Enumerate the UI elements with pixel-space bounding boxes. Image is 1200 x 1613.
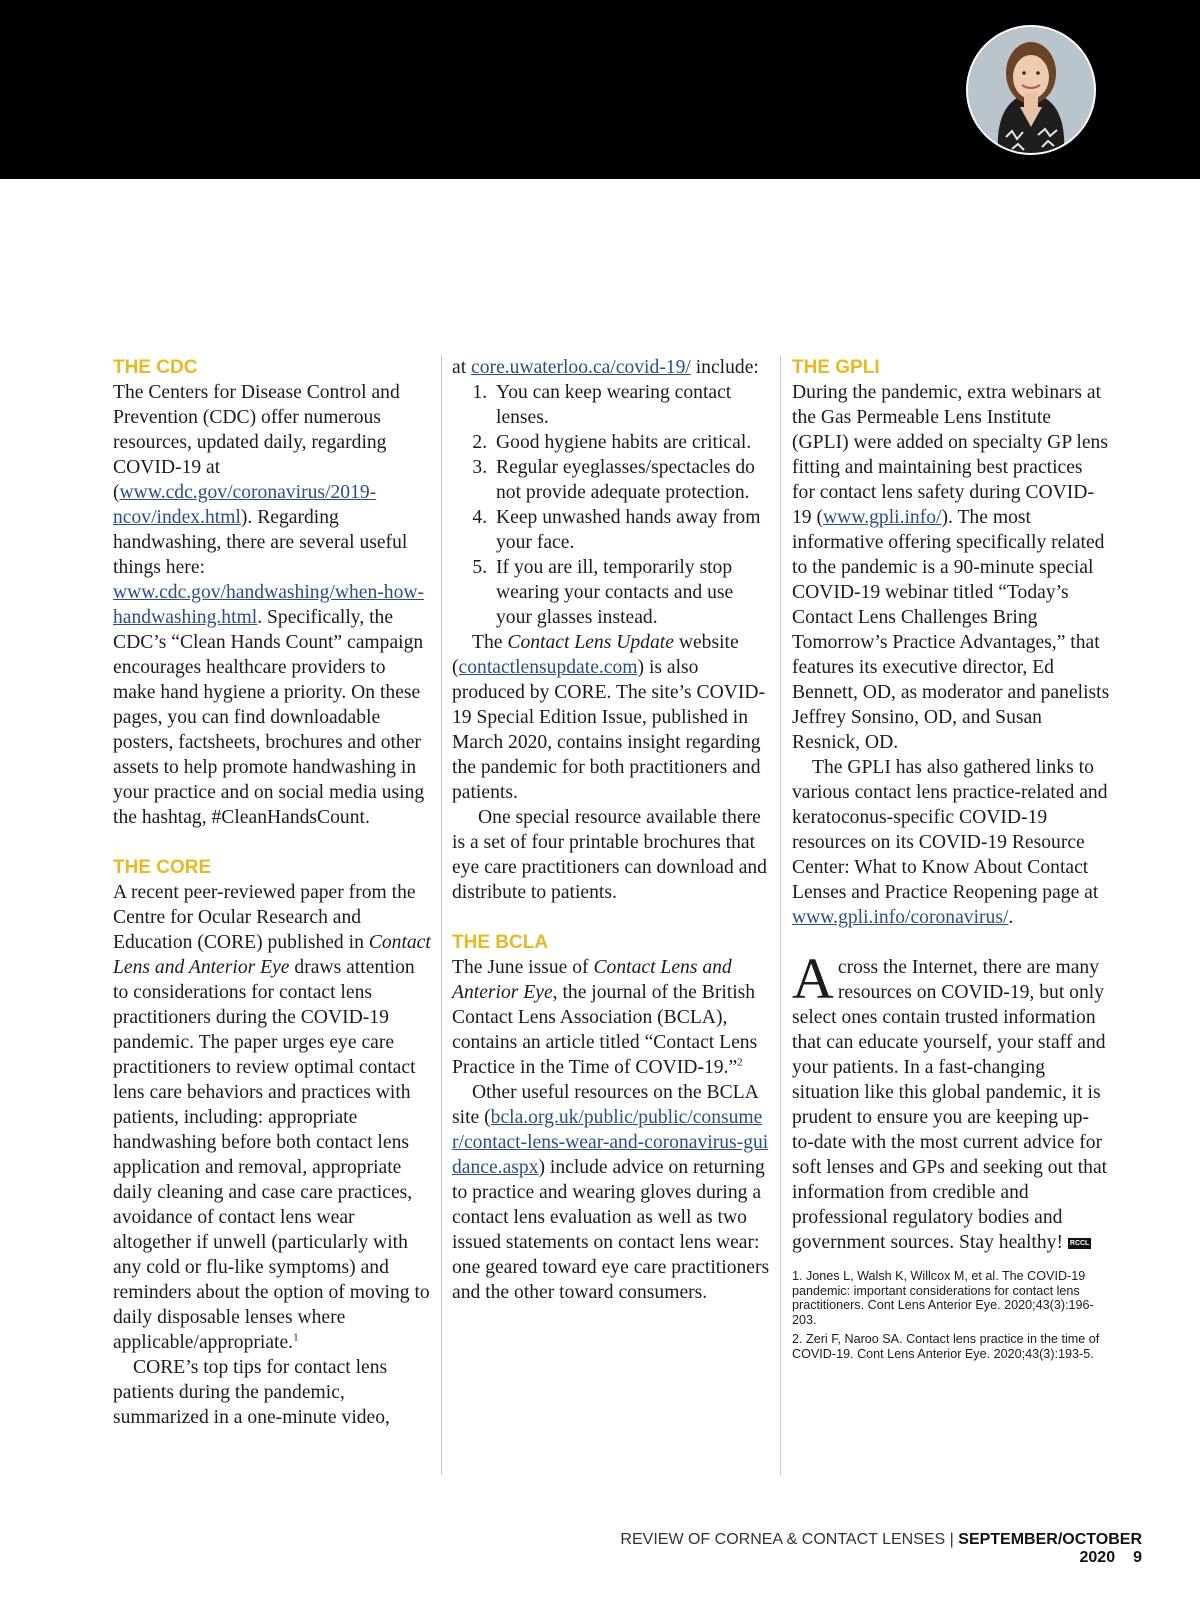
reference-marker: 2 (737, 1056, 743, 1069)
bcla-resources-paragraph (452, 1080, 770, 1305)
text: ) include advice on returning to practice and wearing gloves during a contact lens evaluation as well as two issued statements on contact lens wear: one geared toward eye care practitioners and the other toward consumers. (452, 1157, 770, 1303)
article-column-1 (113, 355, 431, 1430)
bcla-paragraph (452, 955, 770, 1080)
column-divider (441, 355, 442, 1475)
text: ). Regarding handwashing, there are several useful things here: (113, 507, 408, 578)
list-item: 3. Regular eyeglasses/spectacles do not provide adequate protection. (492, 455, 770, 505)
section-heading-gpli: THE GPLI (792, 357, 880, 378)
text: Other useful resources on the BCLA site ( (452, 1082, 758, 1128)
reference-marker: 1 (293, 1331, 299, 1344)
issue-date: SEPTEMBER/OCTOBER 2020 (958, 1531, 1142, 1566)
core-video-paragraph (452, 355, 770, 380)
text: The (472, 632, 508, 653)
brochure-paragraph: One special resource available there is a set of four printable brochures that eye care practitioners can download and distribute to patients. (452, 807, 767, 903)
clu-paragraph (452, 630, 770, 805)
section-heading-bcla: THE BCLA (452, 932, 549, 953)
core-video-link[interactable]: core.uwaterloo.ca/covid-19/ (471, 357, 691, 378)
core-tips-paragraph: CORE’s top tips for contact lens patients during the pandemic, summarized in a one-minute video, (113, 1357, 390, 1428)
references (792, 1269, 1110, 1361)
gpli-resources-paragraph (792, 755, 1110, 930)
text: . Specifically, the CDC’s “Clean Hands Count” campaign encourages healthcare providers to make hand hygiene a priority. On these pages, you can find downloadable posters, factsheets, brochures and other assets to help promote handwashing in your practice and on social media using the hashtag, #CleanHandsCount. (113, 607, 425, 828)
footer-separator: | (945, 1531, 959, 1548)
core-tips-list (452, 380, 770, 630)
list-item: 4. Keep unwashed hands away from your face. (492, 505, 770, 555)
gpli-paragraph (792, 380, 1110, 755)
list-item: 1. You can keep wearing contact lenses. (492, 380, 770, 430)
text: ). The most informative offering specifically related to the pandemic is a 90-minute special COVID-19 webinar titled “Today’s Contact Lens Challenges Bring Tomorrow’s Practice Advantages,” that features its executive director, Ed Bennett, OD, as moderator and panelists Jeffrey Sonsino, OD, and Susan Resnick, OD. (792, 507, 1110, 753)
cdc-handwashing-link[interactable]: www.cdc.gov/handwashing/when-how-handwashing.html (113, 582, 425, 628)
text: include: (690, 357, 759, 378)
author-photo (966, 25, 1096, 155)
cdc-covid-link[interactable]: www.cdc.gov/coronavirus/2019-ncov/index.html (113, 482, 377, 528)
text: . (1008, 907, 1014, 928)
text: The Centers for Disease Control and Prevention (CDC) offer numerous resources, updated daily, regarding COVID-19 at ( (113, 382, 400, 503)
column-divider (780, 355, 781, 1475)
text: website ( (452, 632, 739, 678)
text: The GPLI has also gathered links to various contact lens practice-related and keratoconus-specific COVID-19 resources on its COVID-19 Resource Center: What to Know About Contact Lenses and Practice Reopening page at (792, 757, 1108, 903)
gpli-link[interactable]: www.gpli.info/ (823, 507, 942, 528)
drop-cap: A (792, 946, 834, 1011)
reference-item: 1. Jones L, Walsh K, Willcox M, et al. The COVID-19 pandemic: important considerations for contact lens practitioners. Cont Lens Anterior Eye. 2020;43(3):196-203. (792, 1269, 1094, 1328)
article-column-3 (792, 355, 1110, 1365)
gpli-coronavirus-link[interactable]: www.gpli.info/coronavirus/ (792, 907, 1009, 928)
portrait-photo-icon (968, 27, 1094, 153)
bcla-guidance-link[interactable]: bcla.org.uk/public/public/consumer/contact-lens-wear-and-coronavirus-guidance.aspx (452, 1107, 769, 1178)
journal-title: Contact Lens and Anterior Eye (452, 957, 732, 1003)
reference-item: 2. Zeri F, Naroo SA. Contact lens practice in the time of COVID-19. Cont Lens Anterior Eye. 2020;43(3):193-5. (792, 1331, 1100, 1361)
list-item: 2. Good hygiene habits are critical. (492, 430, 770, 455)
section-heading-core: THE CORE (113, 857, 212, 878)
closing-paragraph (792, 946, 1110, 1255)
website-title: Contact Lens Update (507, 632, 674, 653)
text: draws attention to considerations for contact lens practitioners during the COVID-19 pandemic. The paper urges eye care practitioners to review optimal contact lens care behaviors and practices with patients, including: appropriate handwashing before both contact lens application and removal, appropriate daily cleaning and case care practices, avoidance of contact lens wear altogether if unwell (particularly with any cold or flu-like symptoms) and reminders about the option of moving to daily disposable lenses where applicable/appropriate. (113, 957, 430, 1353)
text: at (452, 357, 472, 378)
text: , the journal of the British Contact Lens Association (BCLA), contains an article titled “Contact Lens Practice in the Time of COVID-19.” (452, 982, 758, 1078)
text: The June issue of (452, 957, 594, 978)
text: cross the Internet, there are many resources on COVID-19, but only select ones contain trusted information that can educate yourself, your staff and your patients. In a fast-changing situation like this global pandemic, it is prudent to ensure you are keeping up-to-date with the most current advice for soft lenses and GPs and seeking out that information from credible and professional regulatory bodies and government sources. Stay healthy! (792, 957, 1108, 1253)
end-mark: RCCL (1069, 1240, 1090, 1247)
publication-name: REVIEW OF CORNEA & CONTACT LENSES (620, 1531, 946, 1548)
page-footer (620, 1531, 1142, 1567)
cdc-paragraph (113, 380, 431, 830)
list-item: 5. If you are ill, temporarily stop wearing your contacts and use your glasses instead. (492, 555, 770, 630)
contactlensupdate-link[interactable]: contactlensupdate.com (458, 657, 638, 678)
article-column-2 (452, 355, 770, 1305)
journal-title: Contact Lens and Anterior Eye (113, 932, 431, 978)
page-number: 9 (1133, 1549, 1142, 1566)
text: During the pandemic, extra webinars at the Gas Permeable Lens Institute (GPLI) were added on specialty GP lens fitting and maintaining best practices for contact lens safety during COVID-19 ( (792, 382, 1108, 528)
section-heading-cdc: THE CDC (113, 357, 198, 378)
text: A recent peer-reviewed paper from the Centre for Ocular Research and Education (CORE) published in (113, 882, 416, 953)
core-paragraph (113, 880, 431, 1355)
text: ) is also produced by CORE. The site’s COVID-19 Special Edition Issue, published in March 2020, contains insight regarding the pandemic for both practitioners and patients. (452, 657, 766, 803)
